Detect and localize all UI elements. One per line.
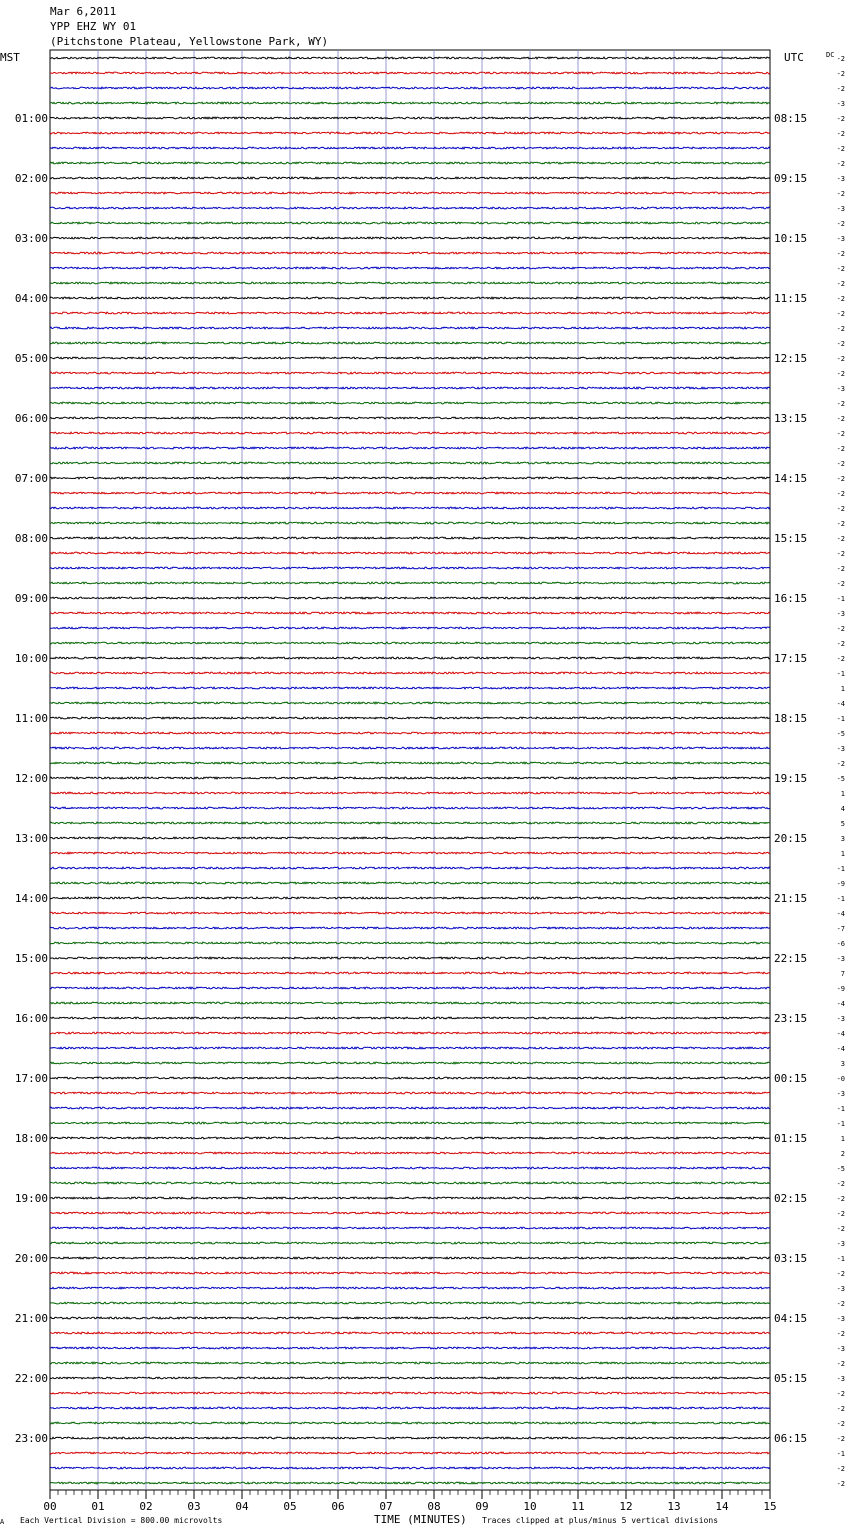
dc-offset-label: -3 — [836, 745, 845, 753]
left-hour-label: 17:00 — [14, 1072, 48, 1085]
dc-offset-label: -3 — [836, 610, 845, 618]
seismic-trace — [50, 552, 770, 554]
seismic-trace — [50, 1287, 770, 1289]
location-label: (Pitchstone Plateau, Yellowstone Park, WY) — [50, 35, 329, 48]
seismic-trace — [50, 762, 770, 764]
label-layer — [15, 55, 845, 1513]
dc-offset-label: -2 — [836, 580, 845, 588]
right-hour-label: 01:15 — [774, 1132, 808, 1145]
seismic-trace — [50, 402, 770, 404]
x-tick-label: 06 — [331, 1500, 345, 1513]
dc-offset-label: -3 — [836, 385, 845, 393]
seismic-trace — [50, 1437, 770, 1439]
dc-offset-label: 1 — [840, 850, 845, 858]
dc-offset-label: -2 — [836, 1270, 845, 1278]
clip-note: Traces clipped at plus/minus 5 vertical divisions — [482, 1516, 719, 1525]
right-hour-label: 00:15 — [774, 1072, 808, 1085]
seismic-trace — [50, 267, 770, 269]
seismic-trace — [50, 252, 770, 254]
seismic-trace — [50, 567, 770, 569]
seismic-trace — [50, 702, 770, 704]
seismic-trace — [50, 882, 770, 884]
dc-offset-label: -2 — [836, 1210, 845, 1218]
dc-offset-label: -3 — [836, 1240, 845, 1248]
seismic-trace — [50, 222, 770, 224]
left-hour-label: 16:00 — [14, 1012, 48, 1025]
right-hour-label: 18:15 — [774, 712, 808, 725]
date-label: Mar 6,2011 — [50, 5, 117, 18]
dc-offset-label: -2 — [836, 505, 845, 513]
left-hour-label: 20:00 — [14, 1252, 48, 1265]
right-hour-label: 22:15 — [774, 952, 808, 965]
right-timezone-label: UTC — [784, 51, 804, 64]
dc-offset-label: -3 — [836, 175, 845, 183]
left-hour-label: 22:00 — [14, 1372, 48, 1385]
station-label: YPP EHZ WY 01 — [50, 20, 137, 33]
seismic-trace — [50, 1122, 770, 1124]
seismic-trace — [50, 612, 770, 614]
dc-offset-label: -2 — [836, 310, 845, 318]
x-tick-label: 07 — [379, 1500, 393, 1513]
dc-offset-label: -2 — [836, 145, 845, 153]
seismic-trace — [50, 327, 770, 329]
dc-offset-label: 1 — [840, 685, 845, 693]
left-hour-label: 06:00 — [14, 412, 48, 425]
seismic-trace — [50, 507, 770, 509]
left-hour-label: 18:00 — [14, 1132, 48, 1145]
seismic-trace — [50, 417, 770, 419]
seismic-trace — [50, 1377, 770, 1379]
seismic-trace — [50, 957, 770, 959]
seismic-trace — [50, 432, 770, 434]
seismic-trace — [50, 447, 770, 449]
dc-label: DC — [826, 51, 835, 59]
seismic-trace — [50, 1077, 770, 1079]
seismic-trace — [50, 837, 770, 839]
seismic-trace — [50, 1407, 770, 1409]
dc-offset-label: 1 — [840, 790, 845, 798]
left-hour-label: 10:00 — [14, 652, 48, 665]
seismic-trace — [50, 1467, 770, 1469]
seismic-trace — [50, 1182, 770, 1184]
dc-offset-label: 3 — [840, 835, 845, 843]
dc-offset-label: -4 — [836, 1030, 845, 1038]
left-hour-label: 15:00 — [14, 952, 48, 965]
dc-offset-label: -2 — [836, 265, 845, 273]
seismic-trace — [50, 1347, 770, 1349]
seismic-trace — [50, 1062, 770, 1064]
seismic-trace — [50, 1137, 770, 1139]
seismic-trace — [50, 102, 770, 104]
seismic-trace — [50, 1452, 770, 1454]
seismic-trace — [50, 1257, 770, 1259]
x-tick-label: 04 — [235, 1500, 249, 1513]
left-hour-label: 14:00 — [14, 892, 48, 905]
seismic-trace — [50, 147, 770, 149]
seismic-trace — [50, 1092, 770, 1094]
seismic-trace — [50, 1242, 770, 1244]
dc-offset-label: -3 — [836, 1375, 845, 1383]
seismic-trace — [50, 282, 770, 284]
seismic-trace — [50, 597, 770, 599]
dc-offset-label: -3 — [836, 955, 845, 963]
right-hour-label: 03:15 — [774, 1252, 808, 1265]
right-hour-label: 19:15 — [774, 772, 808, 785]
left-hour-label: 19:00 — [14, 1192, 48, 1205]
left-hour-label: 01:00 — [14, 112, 48, 125]
dc-offset-label: -0 — [836, 1075, 845, 1083]
trace-layer — [50, 57, 770, 1484]
seismic-trace — [50, 1422, 770, 1424]
seismic-trace — [50, 582, 770, 584]
dc-offset-label: -1 — [836, 895, 845, 903]
seismic-trace — [50, 822, 770, 824]
dc-offset-label: 3 — [840, 1060, 845, 1068]
dc-offset-label: -2 — [836, 1225, 845, 1233]
dc-offset-label: -2 — [836, 535, 845, 543]
dc-offset-label: -2 — [836, 1480, 845, 1488]
left-hour-label: 05:00 — [14, 352, 48, 365]
right-hour-label: 16:15 — [774, 592, 808, 605]
left-hour-label: 04:00 — [14, 292, 48, 305]
dc-offset-label: -1 — [836, 715, 845, 723]
dc-offset-label: -2 — [836, 760, 845, 768]
dc-offset-label: -2 — [836, 640, 845, 648]
seismic-trace — [50, 927, 770, 929]
corner-mark: A — [0, 1518, 5, 1526]
left-hour-label: 09:00 — [14, 592, 48, 605]
dc-offset-label: -2 — [836, 460, 845, 468]
dc-offset-label: -1 — [836, 1105, 845, 1113]
x-tick-label: 00 — [43, 1500, 57, 1513]
dc-offset-label: -2 — [836, 520, 845, 528]
dc-offset-label: -3 — [836, 1285, 845, 1293]
seismic-trace — [50, 942, 770, 944]
seismic-trace — [50, 537, 770, 539]
left-timezone-label: MST — [0, 51, 20, 64]
dc-offset-label: -9 — [836, 985, 845, 993]
right-hour-label: 17:15 — [774, 652, 808, 665]
seismic-trace — [50, 972, 770, 974]
dc-offset-label: -2 — [836, 85, 845, 93]
dc-offset-label: -2 — [836, 1435, 845, 1443]
right-hour-label: 20:15 — [774, 832, 808, 845]
dc-offset-label: -2 — [836, 70, 845, 78]
dc-offset-label: -4 — [836, 700, 845, 708]
seismic-trace — [50, 162, 770, 164]
left-hour-label: 12:00 — [14, 772, 48, 785]
x-tick-label: 12 — [619, 1500, 633, 1513]
dc-offset-label: -4 — [836, 910, 845, 918]
dc-offset-label: -2 — [836, 130, 845, 138]
dc-offset-label: 7 — [840, 970, 845, 978]
seismic-trace — [50, 1332, 770, 1334]
seismic-trace — [50, 312, 770, 314]
x-tick-label: 01 — [91, 1500, 105, 1513]
left-hour-label: 11:00 — [14, 712, 48, 725]
right-hour-label: 11:15 — [774, 292, 808, 305]
seismic-trace — [50, 1002, 770, 1004]
x-tick-label: 15 — [763, 1500, 777, 1513]
right-hour-label: 05:15 — [774, 1372, 808, 1385]
seismic-trace — [50, 867, 770, 869]
dc-offset-label: -5 — [836, 1165, 845, 1173]
seismic-trace — [50, 192, 770, 194]
dc-offset-label: 2 — [840, 1150, 845, 1158]
dc-offset-label: -9 — [836, 880, 845, 888]
dc-offset-label: -3 — [836, 1345, 845, 1353]
seismic-trace — [50, 72, 770, 74]
seismic-trace — [50, 1272, 770, 1274]
dc-offset-label: -2 — [836, 400, 845, 408]
seismic-trace — [50, 387, 770, 389]
seismic-trace — [50, 1107, 770, 1109]
dc-offset-label: -2 — [836, 295, 845, 303]
dc-offset-label: -4 — [836, 1045, 845, 1053]
dc-offset-label: -2 — [836, 355, 845, 363]
left-hour-label: 02:00 — [14, 172, 48, 185]
seismic-trace — [50, 1212, 770, 1214]
seismic-trace — [50, 747, 770, 749]
dc-offset-label: -2 — [836, 1360, 845, 1368]
seismic-trace — [50, 642, 770, 644]
seismic-trace — [50, 357, 770, 359]
dc-offset-label: -3 — [836, 1090, 845, 1098]
dc-offset-label: -1 — [836, 595, 845, 603]
scale-note: Each Vertical Division = 800.00 microvolts — [20, 1516, 223, 1525]
dc-offset-label: -6 — [836, 940, 845, 948]
seismic-trace — [50, 987, 770, 989]
dc-offset-label: -3 — [836, 235, 845, 243]
seismic-trace — [50, 1032, 770, 1034]
dc-offset-label: -2 — [836, 340, 845, 348]
dc-offset-label: -5 — [836, 775, 845, 783]
seismic-trace — [50, 117, 770, 119]
left-hour-label: 08:00 — [14, 532, 48, 545]
right-hour-label: 09:15 — [774, 172, 808, 185]
seismic-trace — [50, 732, 770, 734]
dc-offset-label: 5 — [840, 820, 845, 828]
dc-offset-label: -2 — [836, 430, 845, 438]
dc-offset-label: -2 — [836, 55, 845, 63]
dc-offset-label: -1 — [836, 1255, 845, 1263]
right-hour-label: 06:15 — [774, 1432, 808, 1445]
right-hour-label: 10:15 — [774, 232, 808, 245]
seismic-trace — [50, 897, 770, 899]
seismic-trace — [50, 477, 770, 479]
left-hour-label: 03:00 — [14, 232, 48, 245]
left-hour-label: 07:00 — [14, 472, 48, 485]
seismic-trace — [50, 87, 770, 89]
x-axis-title: TIME (MINUTES) — [374, 1513, 467, 1526]
seismic-trace — [50, 1197, 770, 1199]
seismic-trace — [50, 657, 770, 659]
dc-offset-label: -2 — [836, 415, 845, 423]
seismic-trace — [50, 57, 770, 59]
seismic-trace — [50, 1362, 770, 1364]
seismic-trace — [50, 627, 770, 629]
seismic-trace — [50, 1227, 770, 1229]
dc-offset-label: -2 — [836, 1390, 845, 1398]
right-hour-label: 13:15 — [774, 412, 808, 425]
seismic-trace — [50, 777, 770, 779]
x-tick-label: 11 — [571, 1500, 585, 1513]
right-hour-label: 15:15 — [774, 532, 808, 545]
dc-offset-label: -2 — [836, 280, 845, 288]
seismic-trace — [50, 792, 770, 794]
dc-offset-label: -3 — [836, 100, 845, 108]
x-tick-label: 05 — [283, 1500, 297, 1513]
left-hour-label: 21:00 — [14, 1312, 48, 1325]
x-tick-label: 03 — [187, 1500, 201, 1513]
seismic-trace — [50, 1017, 770, 1019]
dc-offset-label: -4 — [836, 1000, 845, 1008]
dc-offset-label: -2 — [836, 1465, 845, 1473]
x-tick-label: 09 — [475, 1500, 489, 1513]
seismic-trace — [50, 492, 770, 494]
dc-offset-label: -2 — [836, 370, 845, 378]
dc-offset-label: -2 — [836, 115, 845, 123]
dc-offset-label: -2 — [836, 1300, 845, 1308]
right-hour-label: 12:15 — [774, 352, 808, 365]
dc-offset-label: -1 — [836, 1450, 845, 1458]
right-hour-label: 21:15 — [774, 892, 808, 905]
left-hour-label: 23:00 — [14, 1432, 48, 1445]
seismic-trace — [50, 207, 770, 209]
dc-offset-label: -2 — [836, 655, 845, 663]
dc-offset-label: 1 — [840, 1135, 845, 1143]
x-tick-label: 13 — [667, 1500, 681, 1513]
x-tick-label: 08 — [427, 1500, 441, 1513]
right-hour-label: 04:15 — [774, 1312, 808, 1325]
dc-offset-label: -3 — [836, 205, 845, 213]
seismic-trace — [50, 1302, 770, 1304]
seismic-trace — [50, 1392, 770, 1394]
right-hour-label: 23:15 — [774, 1012, 808, 1025]
dc-offset-label: -2 — [836, 325, 845, 333]
seismic-trace — [50, 672, 770, 674]
x-tick-label: 10 — [523, 1500, 537, 1513]
seismic-trace — [50, 177, 770, 179]
dc-offset-label: -2 — [836, 1180, 845, 1188]
seismic-trace — [50, 1317, 770, 1319]
seismic-trace — [50, 807, 770, 809]
dc-offset-label: -2 — [836, 550, 845, 558]
right-hour-label: 08:15 — [774, 112, 808, 125]
dc-offset-label: -2 — [836, 445, 845, 453]
dc-offset-label: -2 — [836, 250, 845, 258]
seismic-trace — [50, 1152, 770, 1154]
seismic-trace — [50, 297, 770, 299]
dc-offset-label: -2 — [836, 160, 845, 168]
x-tick-label: 14 — [715, 1500, 729, 1513]
dc-offset-label: -1 — [836, 865, 845, 873]
dc-offset-label: -2 — [836, 1420, 845, 1428]
seismic-trace — [50, 132, 770, 134]
x-tick-label: 02 — [139, 1500, 153, 1513]
dc-offset-label: -2 — [836, 1195, 845, 1203]
dc-offset-label: -1 — [836, 670, 845, 678]
seismic-trace — [50, 687, 770, 689]
seismic-trace — [50, 342, 770, 344]
seismic-trace — [50, 852, 770, 854]
dc-offset-label: -5 — [836, 730, 845, 738]
dc-offset-label: -3 — [836, 1015, 845, 1023]
seismic-trace — [50, 372, 770, 374]
seismic-trace — [50, 1047, 770, 1049]
dc-offset-label: -2 — [836, 190, 845, 198]
dc-offset-label: 4 — [840, 805, 845, 813]
dc-offset-label: -7 — [836, 925, 845, 933]
dc-offset-label: -2 — [836, 1405, 845, 1413]
dc-offset-label: -2 — [836, 625, 845, 633]
seismic-trace — [50, 522, 770, 524]
dc-offset-label: -2 — [836, 475, 845, 483]
dc-offset-label: -2 — [836, 490, 845, 498]
seismic-trace — [50, 717, 770, 719]
right-hour-label: 14:15 — [774, 472, 808, 485]
seismic-trace — [50, 1482, 770, 1484]
dc-offset-label: -2 — [836, 565, 845, 573]
seismic-trace — [50, 912, 770, 914]
dc-offset-label: -3 — [836, 1315, 845, 1323]
seismic-trace — [50, 462, 770, 464]
left-hour-label: 13:00 — [14, 832, 48, 845]
seismic-trace — [50, 1167, 770, 1169]
dc-offset-label: -2 — [836, 220, 845, 228]
dc-offset-label: -2 — [836, 1330, 845, 1338]
right-hour-label: 02:15 — [774, 1192, 808, 1205]
dc-offset-label: -1 — [836, 1120, 845, 1128]
seismic-trace — [50, 237, 770, 239]
